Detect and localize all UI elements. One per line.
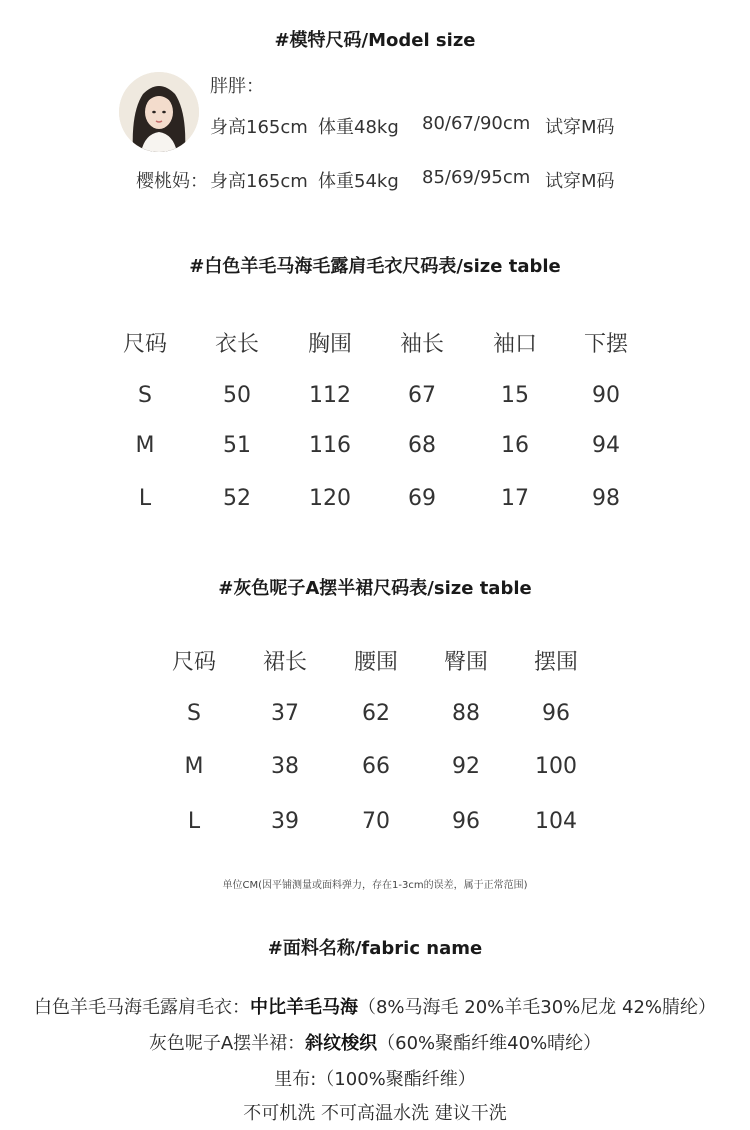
sweater-table-cell: 51 [223,433,251,458]
sweater-table-cell: 17 [501,486,529,511]
model1-tried-size: 试穿M码 [545,117,615,138]
sweater-table-header-cell: 袖长 [399,332,444,357]
sweater-table-header-cell: 衣长 [214,332,259,357]
fabric-line-sweater [0,993,750,1019]
sweater-table-header-cell: 尺码 [122,332,167,357]
model-avatar-portrait-icon [119,72,199,152]
sweater-table-cell: M [135,433,155,458]
sweater-table-header-cell: 胸围 [307,332,352,357]
sweater-table-cell: 90 [592,383,620,408]
fabric-lining: 里布:（100%聚酯纤维） [274,1069,476,1090]
skirt-table-cell: 96 [452,809,480,834]
sweater-table-cell: L [138,486,152,511]
sweater-table-cell: 68 [408,433,436,458]
model1-name: 胖胖： [210,76,264,97]
fabric-sweater-detail: （8%马海毛 20%羊毛30%尼龙 42%腈纶） [357,997,717,1018]
skirt-table-header-cell: 裙长 [262,650,307,675]
fabric-line-skirt [0,1029,750,1055]
model2-measurements: 85/69/95cm [422,167,531,188]
sweater-table-header-cell: 袖口 [492,332,537,357]
care-instructions: 不可机洗 不可高温水洗 建议干洗 [243,1103,507,1124]
skirt-table-cell: 39 [271,809,299,834]
sweater-table-cell: 16 [501,433,529,458]
skirt-table-cell: 62 [362,701,390,726]
skirt-table-cell: 66 [362,754,390,779]
sweater-table-heading: #白色羊毛马海毛露肩毛衣尺码表/size table [189,256,561,277]
measurement-note: 单位CM(因平铺测量或面料弹力，存在1-3cm的误差，属于正常范围) [222,880,528,891]
model1-weight: 体重48kg [318,117,399,138]
sweater-table-cell: S [138,383,152,408]
model-size-heading: #模特尺码/Model size [274,30,476,51]
skirt-table-cell: 70 [362,809,390,834]
sweater-table-cell: 50 [223,383,251,408]
model-avatar [119,72,199,152]
sweater-table-cell: 67 [408,383,436,408]
skirt-table-header-cell: 摆围 [533,650,578,675]
skirt-table-cell: 100 [535,754,577,779]
skirt-table-cell: S [187,701,201,726]
sweater-table-cell: 112 [309,383,351,408]
model1-measurements: 80/67/90cm [422,113,531,134]
skirt-table-cell: 38 [271,754,299,779]
skirt-table-cell: 104 [535,809,577,834]
skirt-table-cell: 88 [452,701,480,726]
skirt-table-cell: 92 [452,754,480,779]
sweater-table-cell: 69 [408,486,436,511]
skirt-table-header-cell: 腰围 [353,650,398,675]
fabric-skirt-name: 斜纹梭织 [305,1033,378,1054]
fabric-heading: #面料名称/fabric name [267,938,483,959]
sweater-table-cell: 98 [592,486,620,511]
skirt-table-cell: 37 [271,701,299,726]
skirt-table-cell: 96 [542,701,570,726]
sweater-table-cell: 120 [309,486,351,511]
sweater-table-cell: 94 [592,433,620,458]
fabric-skirt-detail: （60%聚酯纤维40%晴纶） [377,1033,602,1054]
skirt-table-cell: L [187,809,201,834]
skirt-table-cell: M [184,754,204,779]
skirt-table-header-cell: 尺码 [171,650,216,675]
sweater-table-cell: 116 [309,433,351,458]
fabric-sweater-name: 中比羊毛马海 [249,997,358,1018]
model2-weight: 体重54kg [318,171,399,192]
fabric-sweater-label: 白色羊毛马海毛露肩毛衣： [33,997,250,1018]
model1-height: 身高165cm [210,117,308,138]
model2-name: 樱桃妈： [136,171,208,192]
model2-height: 身高165cm [210,171,308,192]
sweater-table-cell: 15 [501,383,529,408]
sweater-table-cell: 52 [223,486,251,511]
skirt-table-heading: #灰色呢子A摆半裙尺码表/size table [218,578,532,599]
sweater-table-header-cell: 下摆 [583,332,628,357]
model2-tried-size: 试穿M码 [545,171,615,192]
fabric-skirt-label: 灰色呢子A摆半裙： [148,1033,306,1054]
skirt-table-header-cell: 臀围 [443,650,488,675]
